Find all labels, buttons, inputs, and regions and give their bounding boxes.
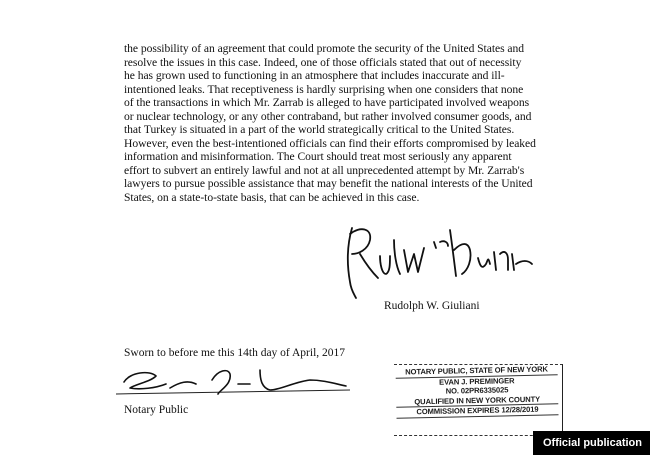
body-line: effort to subvert an entirely lawful and not at all unprecedented attempt by Mr. Zarrab's <box>124 163 525 177</box>
sworn-statement: Sworn to before me this 14th day of April, 2017 <box>124 347 346 359</box>
notary-public-label: Notary Public <box>124 404 189 416</box>
stamp-line: QUALIFIED IN NEW YORK COUNTY <box>396 394 558 408</box>
stamp-line: EVAN J. PREMINGER <box>438 375 515 387</box>
body-line: information and misinformation. The Court should treat most seriously any apparent <box>124 150 512 163</box>
stamp-line: COMMISSION EXPIRES 12/28/2019 <box>396 405 558 419</box>
signer-name: Rudolph W. Giuliani <box>384 300 480 312</box>
official-publication-badge: Official publication <box>533 431 650 455</box>
notary-stamp <box>395 364 558 418</box>
body-line: he has grown used to functioning in an atmosphere that includes inaccurate and ill- <box>124 69 505 82</box>
body-line: States, on a state-to-state basis, that can be achieved in this case. <box>124 190 420 204</box>
body-line: resolve the issues in this case. Indeed, one of those officials stated that out of necessity <box>124 55 522 69</box>
body-line: that Turkey is situated in a part of the world strategically critical to the United States. <box>124 123 515 136</box>
body-line: or nuclear technology, or any other contraband, but rather involved consumer goods, and <box>124 109 532 123</box>
handwritten-signature <box>338 220 538 300</box>
body-line: the possibility of an agreement that could promote the security of the United States and <box>124 42 524 55</box>
body-line: lawyers to pursue possible assistance that may benefit the national interests of the United <box>124 177 533 190</box>
stamp-line: NO. 02PR6335025 <box>445 385 509 396</box>
stamp-line: NOTARY PUBLIC, STATE OF NEW YORK <box>395 364 557 378</box>
body-line: intentioned leaks. That receptiveness is hardly surprising when one considers that none <box>124 82 524 96</box>
body-line: of the transactions in which Mr. Zarrab is alleged to have participated involved weapons <box>124 96 530 109</box>
letter-body <box>124 42 602 204</box>
notary-signature <box>110 360 360 402</box>
body-line: However, even the best-intentioned officials can find their efforts compromised by leaked <box>124 136 536 150</box>
